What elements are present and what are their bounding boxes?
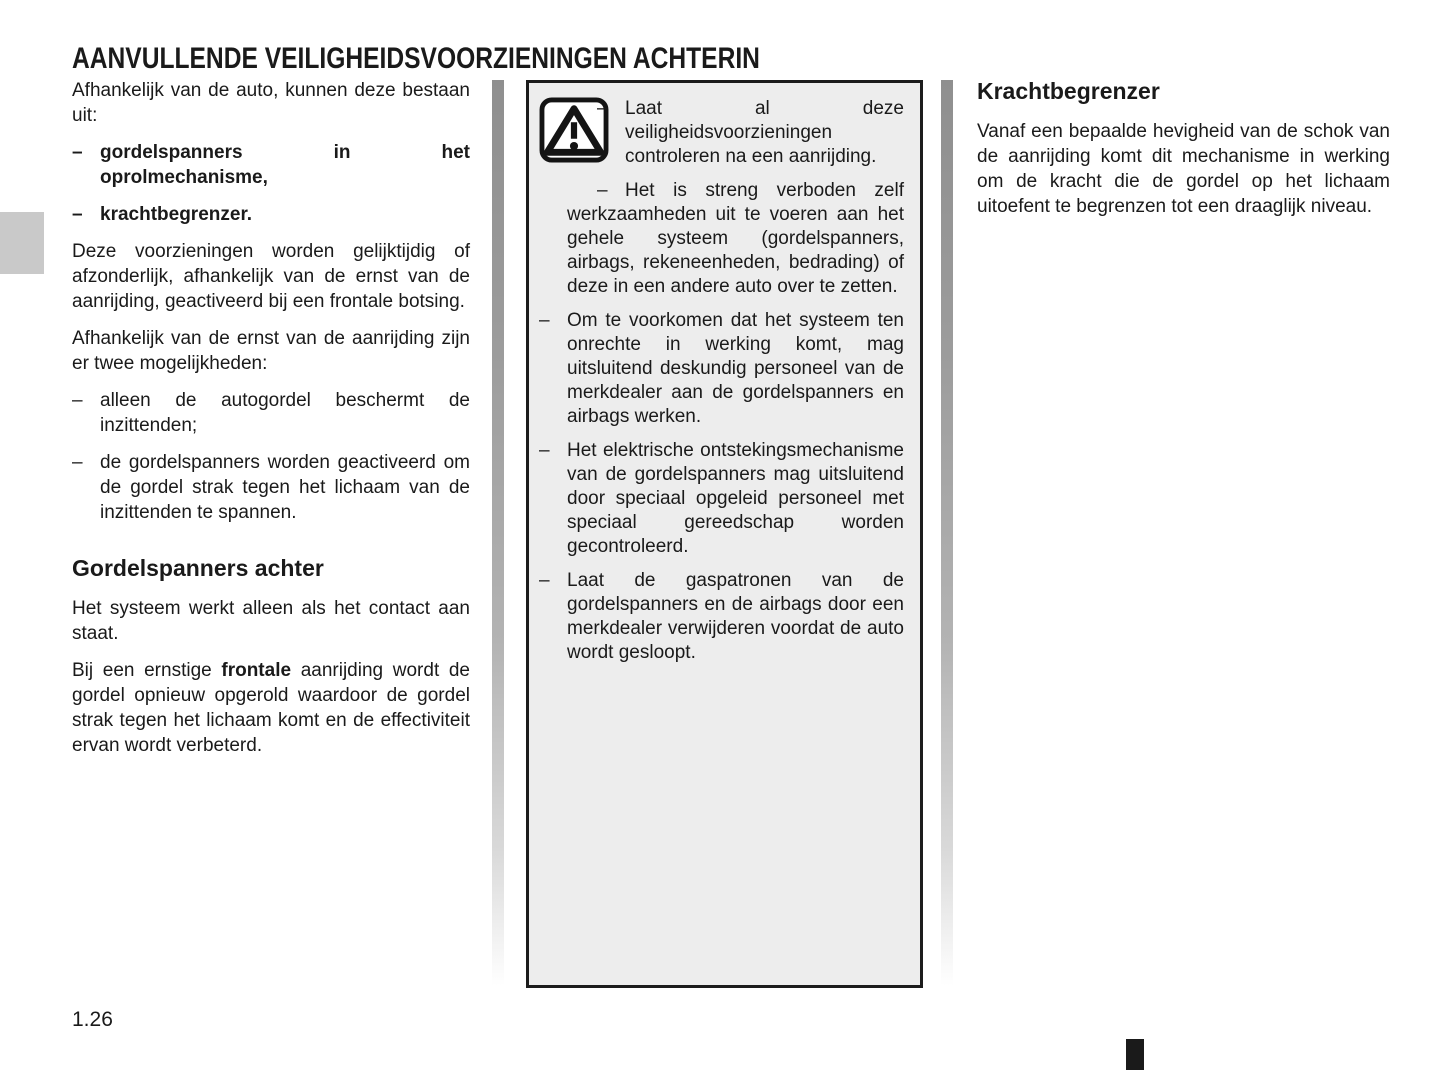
list-item bbox=[72, 140, 470, 190]
bullet-dash: – bbox=[597, 98, 608, 119]
paragraph-fragment: Bij een ernstige bbox=[72, 660, 222, 681]
body-paragraph: Afhankelijk van de ernst van de aanrijding zijn er twee mogelijkheden: bbox=[72, 328, 470, 374]
left-column bbox=[72, 78, 470, 770]
column-divider bbox=[492, 80, 504, 986]
bullet-dash: – bbox=[72, 204, 83, 225]
warning-item bbox=[539, 309, 904, 429]
warning-item-text: Het is streng verboden zelf werkzaamheden uit te voeren aan het gehele systeem (gordelspanners, airbags, rekeneenheden, bedrading) of deze in een andere auto over te zetten. bbox=[567, 180, 904, 297]
body-paragraph: Deze voorzieningen worden gelijktijdig of afzonderlijk, afhankelijk van de ernst van de aanrijding, geactiveerd bij een frontale botsing. bbox=[72, 241, 470, 312]
bullet-dash: – bbox=[597, 180, 608, 201]
list-item bbox=[72, 202, 470, 227]
list-item-text: alleen de autogordel beschermt de inzittenden; bbox=[100, 390, 470, 436]
column-divider bbox=[941, 80, 953, 986]
bullet-dash: – bbox=[72, 452, 83, 473]
intro-paragraph: Afhankelijk van de auto, kunnen deze bestaan uit: bbox=[72, 80, 470, 126]
warning-item-text: Laat de gaspatronen van de gordelspanners en de airbags door een merkdealer verwijderen voordat de auto wordt gesloopt. bbox=[567, 570, 904, 663]
bullet-dash: – bbox=[539, 570, 550, 591]
section-tab-marker bbox=[0, 212, 44, 274]
section-heading-krachtbegrenzer: Krachtbegrenzer bbox=[977, 78, 1160, 104]
warning-item bbox=[539, 179, 904, 299]
body-paragraph: Het systeem werkt alleen als het contact aan staat. bbox=[72, 598, 470, 644]
list-item-text: gordelspanners in het oprolmechanisme, bbox=[100, 142, 470, 188]
list-item bbox=[72, 388, 470, 438]
paragraph-fragment: aanrijding wordt de gordel opnieuw opgerold waardoor de gordel strak tegen het lichaam komt en de effectiviteit ervan wordt verbeterd. bbox=[72, 660, 471, 756]
bullet-dash: – bbox=[539, 440, 550, 461]
right-column bbox=[977, 78, 1390, 231]
page-title: AANVULLENDE VEILIGHEIDSVOORZIENINGEN ACHTERIN bbox=[72, 42, 760, 76]
warning-item-text: Laat al deze veiligheidsvoorzieningen controleren na een aanrijding. bbox=[625, 98, 904, 167]
warning-item bbox=[539, 439, 904, 559]
warning-box bbox=[526, 80, 923, 988]
list-item bbox=[72, 450, 470, 525]
warning-item bbox=[539, 569, 904, 665]
body-paragraph: Vanaf een bepaalde hevigheid van de schok van de aanrijding komt dit mechanisme in werking om de kracht die de gordel op het lichaam uitoefent te begrenzen tot een draaglijk niveau. bbox=[977, 121, 1390, 217]
body-paragraph bbox=[72, 658, 470, 758]
print-registration-mark bbox=[1126, 1039, 1144, 1070]
list-item-text: krachtbegrenzer. bbox=[100, 204, 253, 225]
bullet-dash: – bbox=[539, 310, 550, 331]
warning-item-text: Om te voorkomen dat het systeem ten onrechte in werking komt, mag uitsluitend deskundig personeel van de merkdealer aan de gordelspanners en airbags werken. bbox=[567, 310, 904, 427]
page-number: 1.26 bbox=[72, 1008, 113, 1031]
bullet-dash: – bbox=[72, 390, 83, 411]
list-item-text: de gordelspanners worden geactiveerd om de gordel strak tegen het lichaam van de inzittenden te spannen. bbox=[100, 452, 470, 523]
warning-item-text: Het elektrische ontstekingsmechanisme van de gordelspanners mag uitsluitend door speciaal opgeleid personeel met speciaal gereedschap worden gecontroleerd. bbox=[567, 440, 904, 557]
section-heading-gordelspanners-achter: Gordelspanners achter bbox=[72, 555, 324, 581]
paragraph-bold-word: frontale bbox=[221, 660, 292, 681]
bullet-dash: – bbox=[72, 142, 83, 163]
